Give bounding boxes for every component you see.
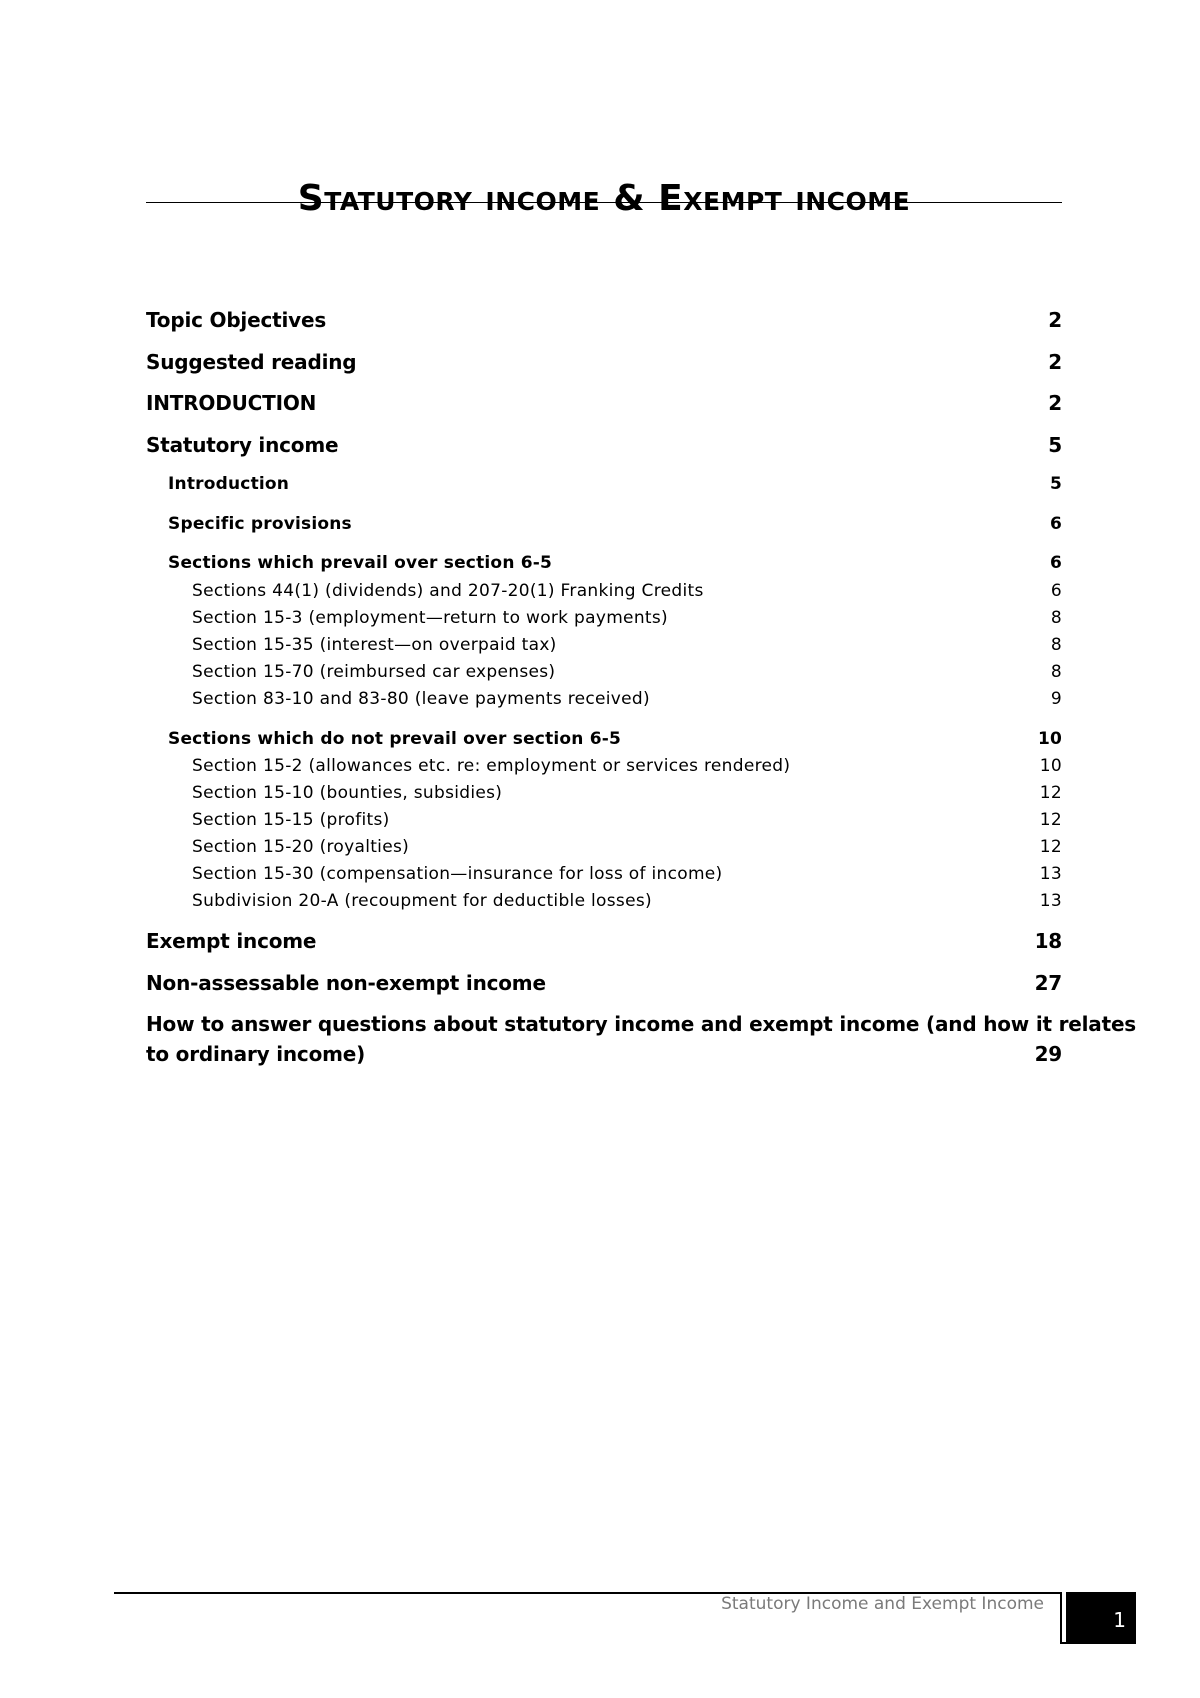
toc-entry-page: 18 (1034, 929, 1062, 953)
page-title: Statutory income & Exempt income (297, 178, 911, 220)
toc-entry-page: 13 (1039, 891, 1062, 911)
page-number-box (1060, 1592, 1136, 1644)
toc-entry-section-15-70[interactable] (146, 662, 1062, 682)
toc-entry-label: Section 15-30 (compensation—insurance for loss of income) (192, 864, 723, 884)
toc-entry-label: Introduction (168, 474, 290, 494)
toc-entry-label: Section 15-70 (reimbursed car expenses) (192, 662, 556, 682)
toc-entry-label: Section 15-20 (royalties) (192, 837, 410, 857)
toc-entry-label: Subdivision 20-A (recoupment for deductible losses) (192, 891, 652, 911)
toc-entry-suggested-reading[interactable] (146, 350, 1062, 374)
toc-entry-label: Section 15-2 (allowances etc. re: employment or services rendered) (192, 756, 791, 776)
toc-entry-sections-prevail[interactable] (146, 553, 1062, 573)
toc-entry-page: 10 (1039, 756, 1062, 776)
toc-entry-page: 8 (1050, 608, 1062, 628)
toc-entry-label: Exempt income (146, 929, 317, 953)
toc-entry-label: Section 83-10 and 83-80 (leave payments received) (192, 689, 650, 709)
toc-entry-page: 8 (1050, 662, 1062, 682)
toc-entry-section-15-30[interactable] (146, 864, 1062, 884)
toc-entry-label: Sections which do not prevail over section 6-5 (168, 729, 622, 749)
toc-entry-label: Section 15-35 (interest—on overpaid tax) (192, 635, 557, 655)
toc-entry-page: 13 (1039, 864, 1062, 884)
toc-entry-section-15-35[interactable] (146, 635, 1062, 655)
toc-entry-statutory-income[interactable] (146, 433, 1062, 457)
toc-entry-page: 10 (1037, 729, 1062, 749)
toc-entry-label: Sections which prevail over section 6-5 (168, 553, 553, 573)
toc-entry-page: 9 (1050, 689, 1062, 709)
toc-entry-section-15-3[interactable] (146, 608, 1062, 628)
toc-entry-section-83-10[interactable] (146, 689, 1062, 709)
toc-entry-page: 27 (1034, 971, 1062, 995)
toc-entry-exempt-income[interactable] (146, 929, 1062, 953)
toc-entry-label: Topic Objectives (146, 308, 327, 332)
toc-entry-section-15-15[interactable] (146, 810, 1062, 830)
toc-entry-page: 2 (1048, 350, 1062, 374)
toc-entry-how-to-answer[interactable] (146, 1012, 1137, 1066)
toc-entry-section-15-20[interactable] (146, 837, 1062, 857)
toc-entry-section-15-10[interactable] (146, 783, 1062, 803)
toc-entry-section-15-2[interactable] (146, 756, 1062, 776)
toc-entry-nane-income[interactable] (146, 971, 1062, 995)
toc-entry-label: Statutory income (146, 433, 339, 457)
toc-entry-page: 29 (1034, 1042, 1062, 1066)
toc-entry-page: 5 (1049, 474, 1062, 494)
toc-entry-label: Suggested reading (146, 350, 357, 374)
toc-entry-page: 8 (1050, 635, 1062, 655)
footer-title: Statutory Income and Exempt Income (721, 1594, 1044, 1614)
toc-entry-page: 12 (1039, 837, 1062, 857)
title-divider (146, 202, 1062, 203)
toc-entry-page: 12 (1039, 783, 1062, 803)
toc-entry-label: INTRODUCTION (146, 391, 317, 415)
toc-entry-introduction-heading[interactable] (146, 391, 1062, 415)
toc-entry-sections-not-prevail[interactable] (146, 729, 1062, 749)
toc-entry-page: 6 (1049, 514, 1062, 534)
toc-entry-label-line2: to ordinary income) (146, 1042, 366, 1066)
toc-entry-label: Non-assessable non-exempt income (146, 971, 546, 995)
toc-entry-label: Section 15-15 (profits) (192, 810, 390, 830)
toc-entry-label: Section 15-3 (employment—return to work payments) (192, 608, 668, 628)
toc-entry-page: 5 (1048, 433, 1062, 457)
toc-entry-label-line1: How to answer questions about statutory income and exempt income (and how it relates (146, 1012, 1137, 1036)
toc-entry-page: 6 (1050, 581, 1062, 601)
toc-entry-introduction[interactable] (146, 474, 1062, 494)
page-number-background (1066, 1592, 1134, 1642)
toc-entry-label: Section 15-10 (bounties, subsidies) (192, 783, 503, 803)
toc-entry-page: 12 (1039, 810, 1062, 830)
toc-entry-label: Sections 44(1) (dividends) and 207-20(1) Franking Credits (192, 581, 704, 601)
toc-entry-page: 6 (1049, 553, 1062, 573)
toc-entry-section-44[interactable] (146, 581, 1062, 601)
toc-entry-specific-provisions[interactable] (146, 514, 1062, 534)
page-number: 1 (1113, 1608, 1126, 1632)
toc-entry-page: 2 (1048, 391, 1062, 415)
toc-entry-label: Specific provisions (168, 514, 352, 534)
toc-entry-page: 2 (1048, 308, 1062, 332)
toc-entry-topic-objectives[interactable] (146, 308, 1062, 332)
toc-entry-subdivision-20-a[interactable] (146, 891, 1062, 911)
